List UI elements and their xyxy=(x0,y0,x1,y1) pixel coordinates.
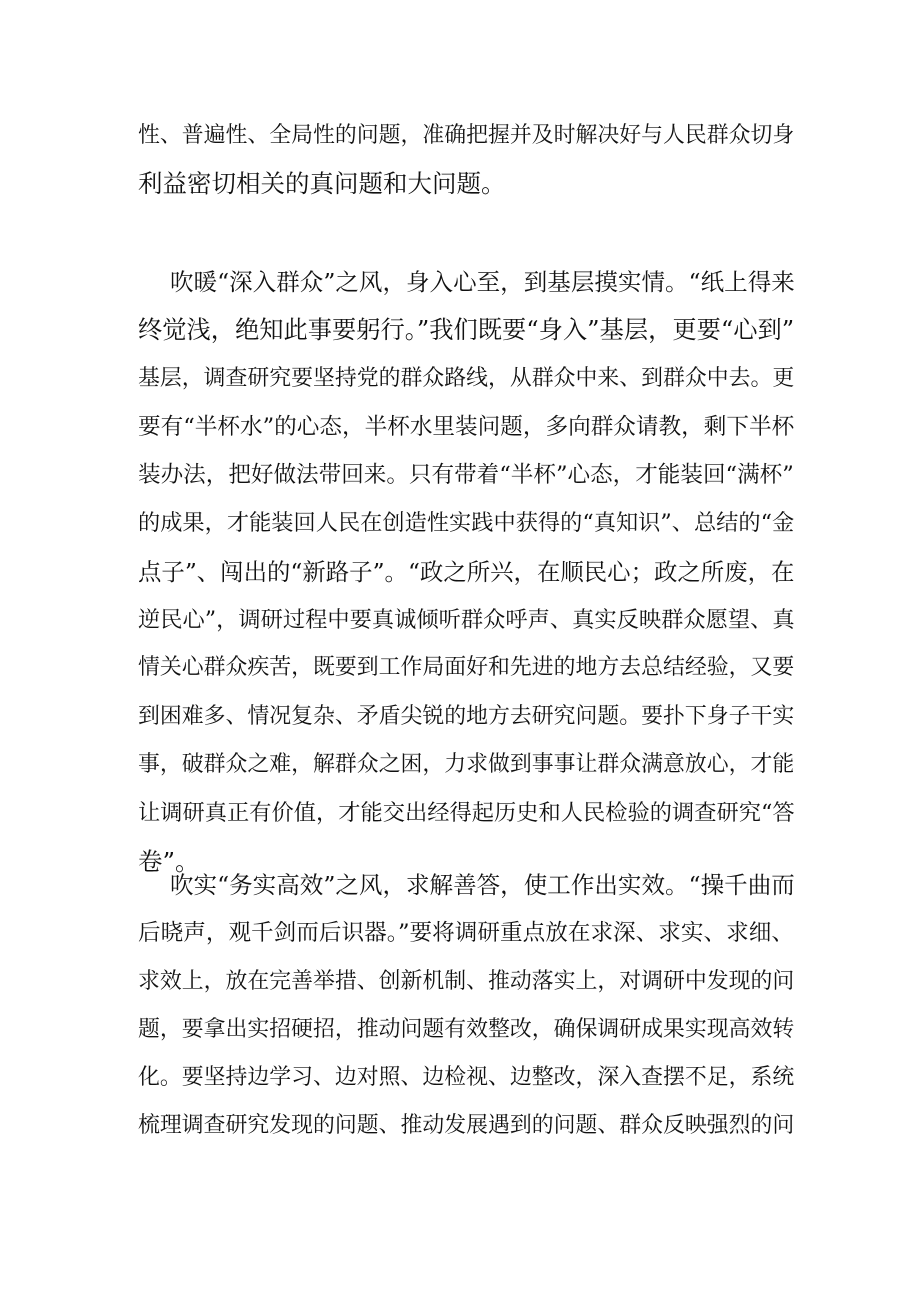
text-line: 点子”、闯出的“新路子”。“政之所兴，在顺民心；政之所废，在 xyxy=(138,557,795,586)
text-line: 吹实“务实高效”之风，求解善答，使工作出实效。“操千曲而 xyxy=(170,871,795,899)
text-line: 卷”。 xyxy=(138,846,200,876)
text-line: 题，要拿出实招硬招，推动问题有效整改，确保调研成果实现高效转 xyxy=(138,1016,795,1042)
paragraph-1 xyxy=(138,112,798,209)
text-line: 吹暖“深入群众”之风，身入心至，到基层摸实情。“纸上得来 xyxy=(170,268,795,296)
text-line: 终觉浅，绝知此事要躬行。”我们既要“身入”基层，更要“心到” xyxy=(138,315,795,345)
text-line: 化。要坚持边学习、边对照、边检视、边整改，深入查摆不足，系统 xyxy=(138,1065,795,1091)
text-line: 基层，调查研究要坚持党的群众路线，从群众中来、到群众中去。更 xyxy=(138,365,795,391)
text-line: 到困难多、情况复杂、矛盾尖锐的地方去研究问题。要扑下身子干实 xyxy=(138,703,795,729)
text-line: 后晓声，观千剑而后识器。”要将调研重点放在求深、求实、求细、 xyxy=(138,920,794,947)
text-line: 情关心群众疾苦，既要到工作局面好和先进的地方去总结经验，又要 xyxy=(138,655,795,681)
text-line: 利益密切相关的真问题和大问题。 xyxy=(138,169,506,199)
paragraph-3 xyxy=(138,861,798,1151)
text-line: 事，破群众之难，解群众之困，力求做到事事让群众满意放心，才能 xyxy=(138,751,795,777)
text-line: 逆民心”，调研过程中要真诚倾听群众呼声、真实反映群众愿望、真 xyxy=(138,607,795,634)
text-line: 装办法，把好做法带回来。只有带着“半杯”心态，才能装回“满杯” xyxy=(138,462,794,489)
text-line: 求效上，放在完善举措、创新机制、推动落实上，对调研中发现的问 xyxy=(138,968,795,994)
text-line: 让调研真正有价值，才能交出经得起历史和人民检验的调查研究“答 xyxy=(138,800,795,827)
paragraph-2 xyxy=(138,258,798,886)
text-line: 要有“半杯水”的心态，半杯水里装问题，多向群众请教，剩下半杯 xyxy=(138,413,795,440)
text-line: 梳理调查研究发现的问题、推动发展遇到的问题、群众反映强烈的问 xyxy=(138,1113,795,1139)
text-line: 的成果，才能装回人民在创造性实践中获得的“真知识”、总结的“金 xyxy=(138,510,795,537)
text-line: 性、普遍性、全局性的问题，准确把握并及时解决好与人民群众切身 xyxy=(138,123,795,148)
